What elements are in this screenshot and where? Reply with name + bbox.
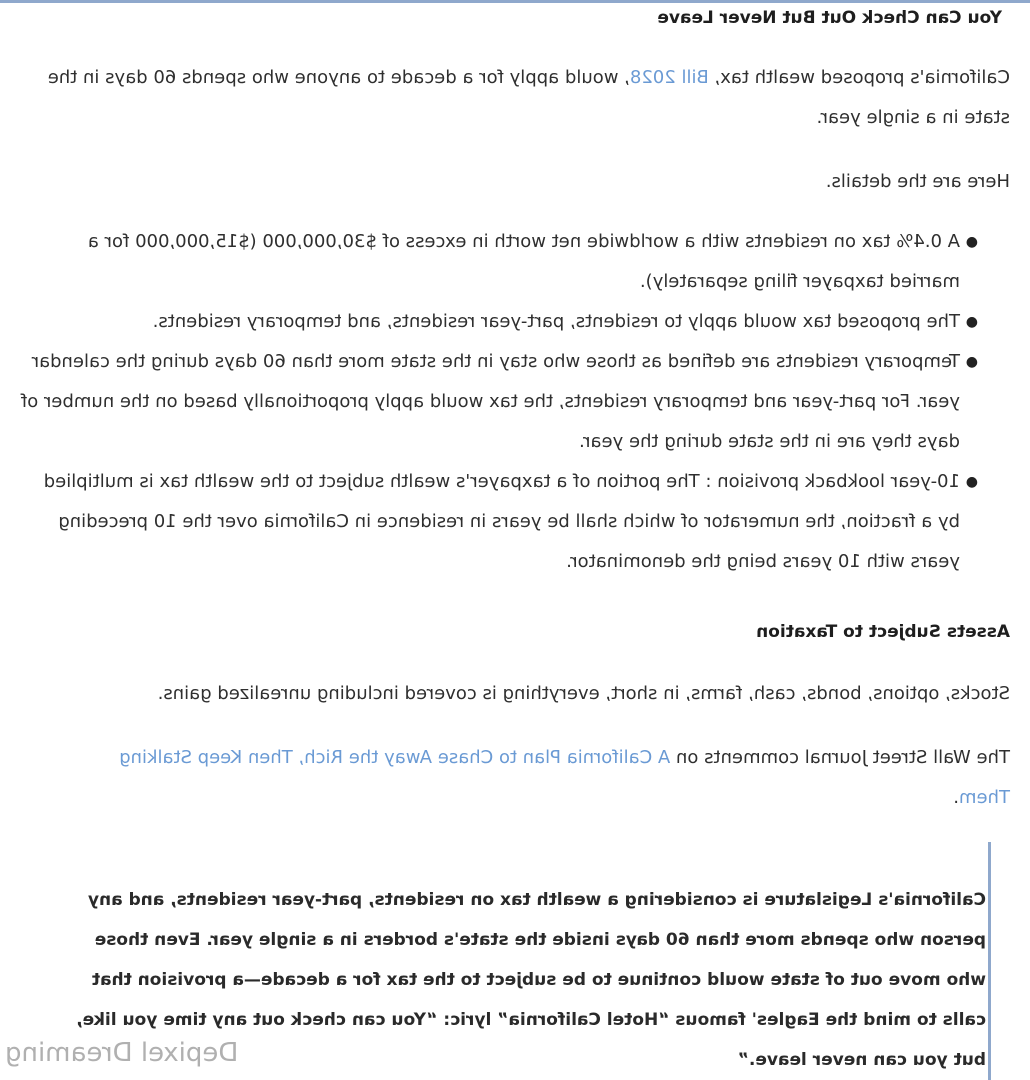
watermark: Depixel Dreaming xyxy=(5,1038,239,1068)
bill-2028-link[interactable]: Bill 2028 xyxy=(629,67,709,88)
wsj-text-start: The Wall Street Journal comments on xyxy=(670,747,1010,768)
assets-paragraph: Stocks, options, bonds, cash, farms, in short, everything is covered including unrealized gains. xyxy=(157,683,1010,704)
list-item-text: Temporary residents are defined as those who stay in the state more than 60 days during the calendar year. For part-year and temporary residents, the tax would apply proportionally based on the number of days they are in the state during the year. xyxy=(20,351,960,452)
list-item xyxy=(20,342,978,462)
list-item xyxy=(20,222,978,302)
bullet-icon: ● xyxy=(965,314,978,330)
wsj-text-end: . xyxy=(953,787,959,808)
intro-paragraph xyxy=(20,58,1010,138)
list-item-text: The proposed tax would apply to residents, part-year residents, and temporary residents. xyxy=(152,311,960,332)
list-item xyxy=(20,462,978,582)
blockquote: California's Legislature is considering a wealth tax on residents, part-year residents, and any person who spends more than 60 days inside the state's borders in a single year. Even those who move out of state would continue to be subject to the tax for a decade—a provision that calls to mind the Eagles' famous “Hotel California” lyric: “You can check out any time you like, but you can never leave.” xyxy=(76,890,986,1070)
blockquote-bar xyxy=(988,842,991,1080)
bullet-icon: ● xyxy=(965,474,978,490)
intro-text-end: , would apply for a decade to anyone who spends 60 days in the state in a single year. xyxy=(47,67,1010,128)
wsj-paragraph xyxy=(90,738,1010,818)
wsj-article-link[interactable]: A California Plan to Chase Away the Rich, Then Keep Stalking Them xyxy=(119,747,1010,808)
bullet-icon: ● xyxy=(965,234,978,250)
details-lead: Here are the details. xyxy=(825,171,1010,192)
details-list xyxy=(20,222,978,582)
list-item xyxy=(20,302,978,342)
bullet-icon: ● xyxy=(965,354,978,370)
list-item-text: 10-year lookback provision : The portion of a taxpayer's wealth subject to the wealth tax is multiplied by a fraction, the numerator of which shall be years in residence in California over the 10 preceding years with 10 years being the denominator. xyxy=(43,471,960,572)
section-heading-check-out: You Can Check Out But Never Leave xyxy=(657,8,1002,28)
list-item-text: A 0.4% tax on residents with a worldwide net worth in excess of $30,000,000 ($15,000,000 for a married taxpayer filing separately). xyxy=(87,231,960,292)
intro-text-start: California's proposed wealth tax, xyxy=(708,67,1010,88)
section-heading-assets: Assets Subject to Taxation xyxy=(756,622,1010,642)
